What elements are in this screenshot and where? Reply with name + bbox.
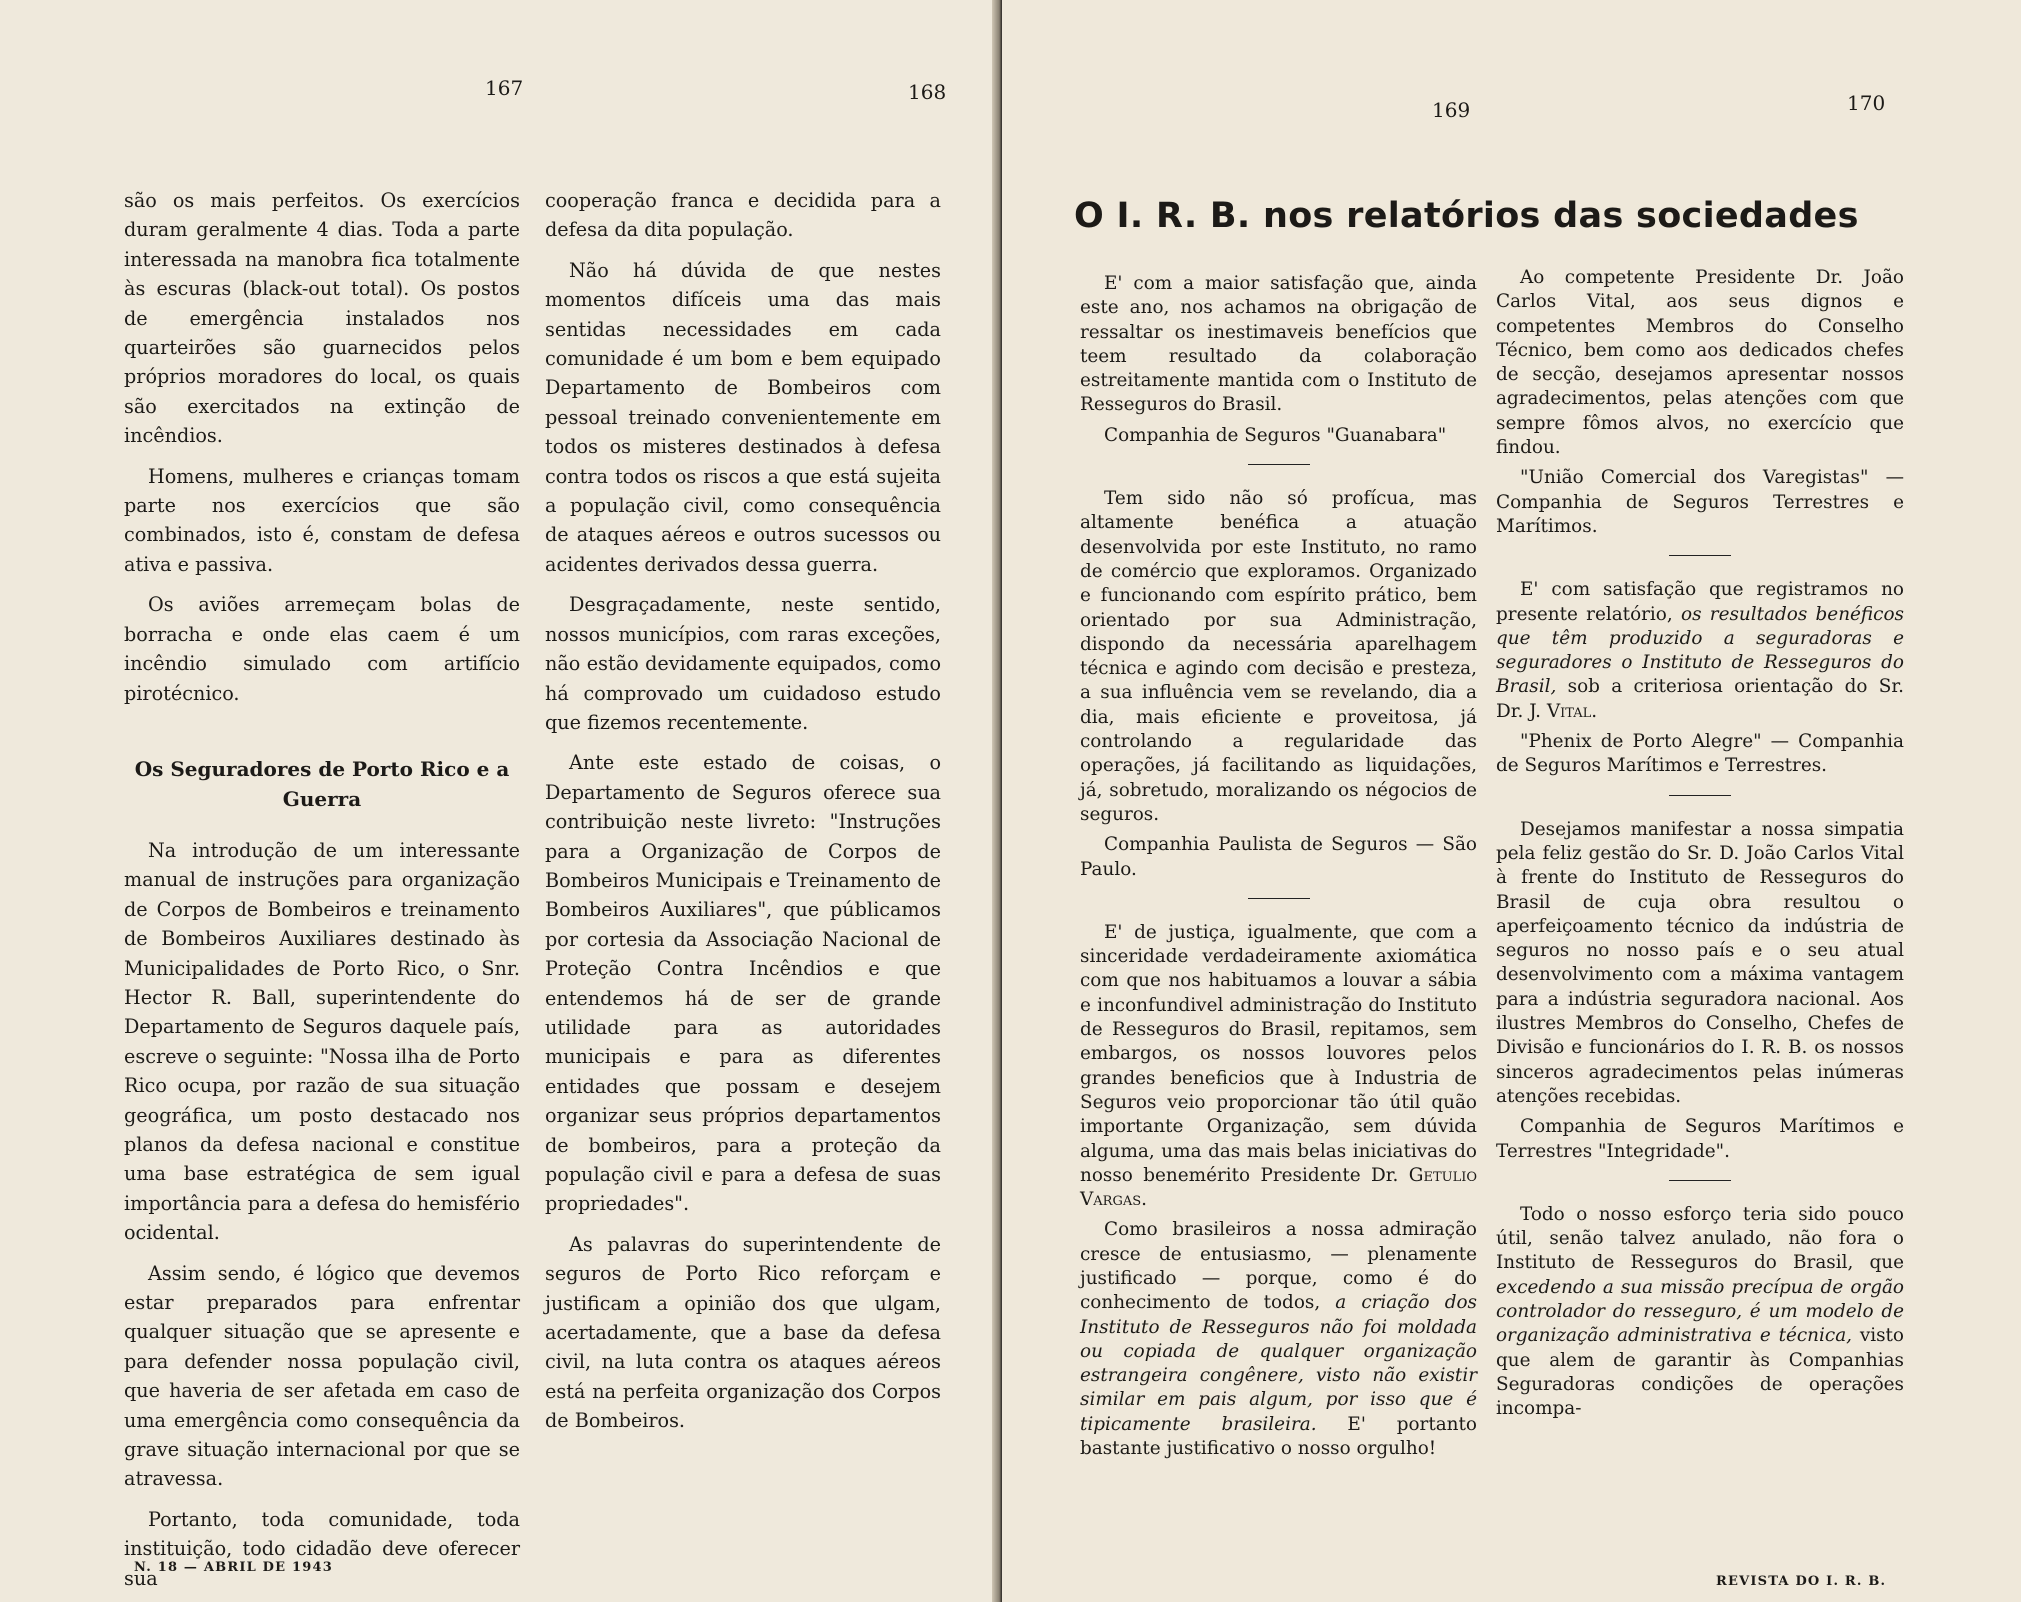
excerpt-text: E' portanto bastante justificativo o nosso orgulho!: [1080, 1413, 1477, 1460]
excerpt: Ao competente Presidente Dr. João Carlos Vital, aos seus dignos e competentes Membros do Conselho Técnico, bem como aos dedicados chefes de secção, desejamos apresentar nossos agradecimentos, pelas atenções com que sempre fômos alvos, no exercício que findou.: [1496, 267, 1904, 459]
company-signature: Companhia Paulista de Seguros — São Paulo.: [1080, 834, 1477, 880]
company-signature: Companhia de Seguros Marítimos e Terrestres "Integridade".: [1496, 1116, 1904, 1162]
paragraph: Homens, mulheres e crianças tomam parte nos exercícios que são combinados, isto é, constam de defesa ativa e passiva.: [124, 464, 520, 576]
company-signature: Companhia de Seguros "Guanabara": [1104, 424, 1447, 446]
person-name: Vital: [1546, 700, 1592, 722]
excerpt: E' com a maior satisfação que, ainda este ano, nos achamos na obrigação de ressaltar os inestimaveis benefícios que teem resultado da colaboração estreitamente mantida com o Instituto de Resseguros do Brasil.: [1080, 273, 1477, 416]
section-heading: Os Seguradores de Porto Rico e a Guerra: [134, 756, 510, 811]
company-signature: "Phenix de Porto Alegre" — Companhia de Seguros Marítimos e Terrestres.: [1496, 731, 1904, 777]
separator-rule: [1248, 898, 1310, 899]
excerpt-text: Todo o nosso esforço teria sido pouco útil, senão talvez anulado, não fora o Instituto de Resseguros do Brasil, que: [1496, 1203, 1904, 1274]
page-number-169: 169: [1432, 98, 1471, 122]
separator-rule: [1248, 464, 1310, 465]
excerpt: E' com satisfação que registramos no presente relatório, os resultados benéficos que têm produzido a seguradoras e seguradores o Instituto de Resseguros do Brasil, sob a criteriosa orientação do Sr. Dr. J. Vital.: [1496, 579, 1904, 722]
page-number-167: 167: [485, 76, 524, 100]
paragraph: Ante este estado de coisas, o Departamento de Seguros oferece sua contribuição neste livreto: "Instruções para a Organização de Corpos de Bombeiros Municipais e Treinamento de Bombeiros Auxiliares", que públicamos por cortesia da Associação Nacional de Proteção Contra Incêndios e que entendemos há de ser de grande utilidade para as autoridades municipais e para as diferentes entidades que possam e desejem organizar seus próprios departamentos de bombeiros, para a proteção da população civil e para a defesa de suas propriedades".: [545, 751, 941, 1216]
separator-rule: [1669, 1180, 1731, 1181]
footer-journal: REVISTA DO I. R. B.: [1716, 1574, 1887, 1589]
company-signature: "União Comercial dos Varegistas" — Companhia de Seguros Terrestres e Marítimos.: [1496, 467, 1904, 537]
excerpt: E' de justiça, igualmente, que com a sinceridade verdadeiramente axiomática com que nos habituamos a louvar a sábia e inconfundivel administração do Instituto de Resseguros do Brasil, repitamos, sem embargos, os nossos louvores pelos grandes beneficios que à Industria de Seguros veio proporcionar tão útil quão importante Organização, sem dúvida alguma, uma das mais belas iniciativas do nosso benemérito Presidente Dr. Getulio Vargas.: [1080, 921, 1477, 1211]
excerpt-text: sob a criteriosa orientação do Sr. Dr. J.: [1496, 676, 1904, 722]
paragraph: As palavras do superintendente de seguros de Porto Rico reforçam e justificam a opinião dos que ulgam, acertadamente, que a base da defesa civil, na luta contra os ataques aéreos está na perfeita organização dos Corpos de Bombeiros.: [545, 1232, 941, 1433]
separator-rule: [1669, 795, 1731, 796]
paragraph: são os mais perfeitos. Os exercícios duram geralmente 4 dias. Toda a parte interessada na manobra fica totalmente às escuras (black-out total). Os postos de emergência instalados nos quarteirões são guarnecidos pelos próprios moradores do local, os quais são exercitados na extinção de incêndios.: [124, 189, 520, 448]
right-column-2: [1496, 266, 1904, 1427]
excerpt-text: E' com satisfação que registramos no presente relatório,: [1496, 579, 1904, 625]
left-column-1: [124, 186, 520, 1602]
excerpt-emphasis: excedendo a sua missão precípua de orgão controlador do resseguro, é um modelo de organização administrativa e técnica,: [1496, 1276, 1904, 1347]
excerpt-text: E' de justiça, igualmente, que com a sinceridade verdadeiramente axiomática com que nos habituamos a louvar a sábia e inconfundivel administração do Instituto de Resseguros do Brasil, repitamos, sem embargos, os nossos louvores pelos grandes beneficios que à Industria de Seguros veio proporcionar tão útil quão importante Organização, sem dúvida alguma, uma das mais belas iniciativas do nosso benemérito Presidente Dr.: [1080, 921, 1477, 1186]
right-column-1: [1080, 272, 1477, 1467]
separator-rule: [1669, 555, 1731, 556]
excerpt-text: Como brasileiros a nossa admiração cresce de entusiasmo, — plenamente justificado — porque, como é do conhecimento de todos,: [1080, 1219, 1477, 1314]
footer-issue: N. 18 — ABRIL DE 1943: [134, 1560, 333, 1575]
paragraph: Portanto, toda comunidade, toda instituição, todo cidadão deve oferecer sua: [124, 1507, 520, 1590]
excerpt: Desejamos manifestar a nossa simpatia pela feliz gestão do Sr. D. João Carlos Vital à frente do Instituto de Resseguros do Brasil de cuja obra resultou o aperfeiçoamento técnico da indústria de seguros no nosso país e o seu atual desenvolvimento com a máxima vantagem para a indústria seguradora nacional. Aos ilustres Membros do Conselho, Chefes de Divisão e funcionários do I. R. B. os nossos sinceros agradecimentos pelas inúmeras atenções recebidas.: [1496, 818, 1904, 1107]
paragraph: Desgraçadamente, neste sentido, nossos municípios, com raras exceções, não estão devidamente equipados, como há comprovado um cuidadoso estudo que fizemos recentemente.: [545, 593, 941, 734]
excerpt-text: visto que alem de garantir às Companhias Seguradoras condições de operações incompa-: [1496, 1325, 1904, 1420]
paragraph: Os aviões arremeçam bolas de borracha e onde elas caem é um incêndio simulado com artifício pirotécnico.: [124, 593, 520, 705]
paragraph: Assim sendo, é lógico que devemos estar preparados para enfrentar qualquer situação que se apresente e para defender nossa população civil, que haveria de ser afetada em caso de uma emergência como consequência da grave situação internacional por que se atravessa.: [124, 1261, 520, 1491]
excerpt: [1080, 1218, 1477, 1461]
excerpt: Tem sido não só profícua, mas altamente benéfica a atuação desenvolvida por este Instituto, no ramo de comércio que exploramos. Organizado e funcionando com espírito prático, bem orientado por sua Administração, dispondo da necessária aparelhagem técnica e agindo com decisão e presteza, a sua influência vem se revelando, dia a dia, mais eficiente e proveitosa, já controlando a regularidade das operações, já facilitando as liquidações, já, sobretudo, moralizando os négocios de seguros.: [1080, 488, 1477, 825]
page-number-170: 170: [1847, 91, 1886, 115]
excerpt-emphasis: a criação dos Instituto de Resseguros não foi moldada ou copiada de qualquer organização estrangeira congênere, visto não existir similar em pais algum, por isso que é tipicamente brasileira.: [1080, 1292, 1477, 1435]
page-number-168: 168: [908, 80, 947, 104]
person-name: Getulio Vargas: [1080, 1164, 1477, 1211]
paragraph: cooperação franca e decidida para a defesa da dita população.: [545, 189, 941, 242]
article-title: O I. R. B. nos relatórios das sociedades: [1074, 196, 1859, 236]
paragraph: Não há dúvida de que nestes momentos difíceis uma das mais sentidas necessidades em cada comunidade é um bom e bem equipado Departamento de Bombeiros com pessoal treinado convenientemente em todos os misteres destinados à defesa contra todos os riscos a que está sujeita a população civil, como consequência de ataques aéreos e outros sucessos ou acidentes derivados dessa guerra.: [545, 258, 941, 576]
left-column-2: [545, 186, 941, 1447]
paragraph: Na introdução de um interessante manual de instruções para organização de Corpos de Bombeiros e treinamento de Bombeiros Auxiliares destinado às Municipalidades de Porto Rico, o Snr. Hector R. Ball, superintendente do Departamento de Seguros daquele país, escreve o seguinte: "Nossa ilha de Porto Rico ocupa, por razão de sua situação geográfica, um posto destacado nos planos da defesa nacional e constitue uma base estratégica de sem igual importância para a defesa do hemisfério ocidental.: [124, 838, 520, 1245]
left-page: [0, 0, 1000, 1602]
excerpt: [1496, 1203, 1904, 1422]
excerpt-emphasis: os resultados benéficos que têm produzido a seguradoras e seguradores o Instituto de Resseguros do Brasil,: [1496, 603, 1904, 698]
